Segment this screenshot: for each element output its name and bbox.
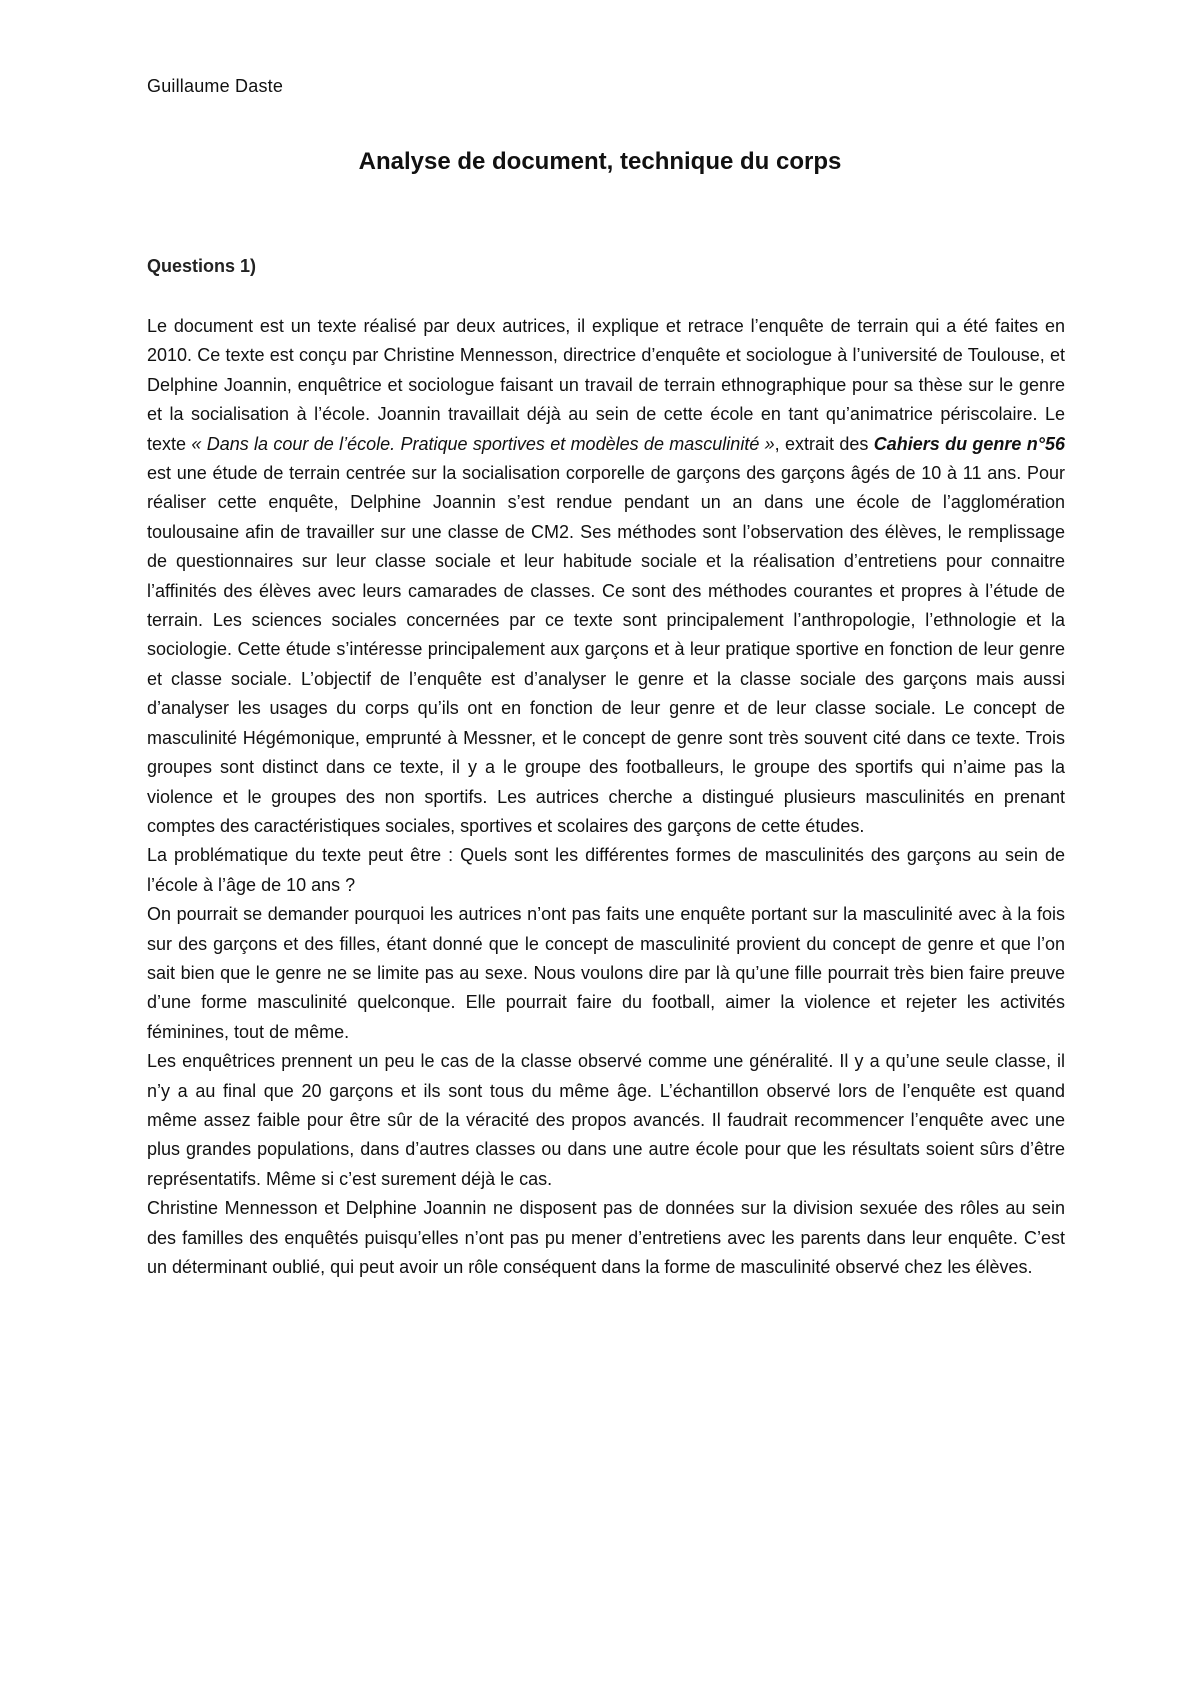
paragraph-5: Christine Mennesson et Delphine Joannin ne disposent pas de données sur la division sexuée des rôles au sein des familles des enquêtés puisqu’elles n’ont pas pu mener d’entretiens avec les parents dans leur enquête. C’est un déterminant oublié, qui peut avoir un rôle conséquent dans la forme de masculinité observé chez les élèves. xyxy=(147,1198,1065,1277)
section-heading: Questions 1) xyxy=(147,256,257,276)
body-text xyxy=(147,312,1065,1282)
paragraph-1-part-3: est une étude de terrain centrée sur la socialisation corporelle de garçons des garçons âgés de 10 à 11 ans. Pour réaliser cette enquête, Delphine Joannin s’est rendue pendant un an dans une école de l’agglomération toulousaine afin de travailler sur une classe de CM2. Ses méthodes sont l’observation des élèves, le remplissage de questionnaires sur leur classe sociale et leur habitude sociale et la réalisation d’entretiens pour connaitre l’affinités des élèves avec leurs camarades de classes. Ce sont des méthodes courantes et propres à l’étude de terrain. Les sciences sociales concernées par ce texte sont principalement l’anthropologie, l’ethnologie et la sociologie. Cette étude s’intéresse principalement aux garçons et à leur pratique sportive en fonction de leur genre et classe sociale. L’objectif de l’enquête est d’analyser le genre et la classe sociale des garçons mais aussi d’analyser les usages du corps qu’ils ont en fonction de leur genre et de leur classe sociale. Le concept de masculinité Hégémonique, emprunté à Messner, et le concept de genre sont très souvent cité dans ce texte. Trois groupes sont distinct dans ce texte, il y a le groupe des footballeurs, le groupe des sportifs qui n’aime pas la violence et le groupes des non sportifs. Les autrices cherche a distingué plusieurs masculinités en prenant comptes des caractéristiques sociales, sportives et scolaires des garçons de cette études. xyxy=(147,463,1065,836)
document-title: Analyse de document, technique du corps xyxy=(358,148,842,175)
paragraph-3: On pourrait se demander pourquoi les autrices n’ont pas faits une enquête portant sur la masculinité avec à la fois sur des garçons et des filles, étant donné que le concept de masculinité provient du concept de genre et que l’on sait bien que le genre ne se limite pas au sexe. Nous voulons dire par là qu’une fille pourrait très bien faire preuve d’une forme masculinité quelconque. Elle pourrait faire du football, aimer la violence et rejeter les activités féminines, tout de même. xyxy=(147,904,1065,1042)
paragraph-1-part-2: , extrait des xyxy=(774,433,874,454)
journal-title: Cahiers du genre n°56 xyxy=(873,433,1065,454)
paragraph-1-part-1: Le document est un texte réalisé par deux autrices, il explique et retrace l’enquête de terrain qui a été faites en 2010. Ce texte est conçu par Christine Mennesson, directrice d’enquête et sociologue à l’université de Toulouse, et Delphine Joannin, enquêtrice et sociologue faisant un travail de terrain ethnographique pour sa thèse sur le genre et la socialisation à l’école. Joannin travaillait déjà au sein de cette école en tant qu’animatrice périscolaire. Le texte xyxy=(147,316,1065,454)
paragraph-4: Les enquêtrices prennent un peu le cas de la classe observé comme une généralité. Il y a qu’une seule classe, il n’y a au final que 20 garçons et ils sont tous du même âge. L’échantillon observé lors de l’enquête est quand même assez faible pour être sûr de la véracité des propos avancés. Il faudrait recommencer l’enquête avec une plus grandes populations, dans d’autres classes ou dans une autre école pour que les résultats soient sûrs d’être représentatifs. Même si c’est surement déjà le cas. xyxy=(147,1051,1065,1189)
article-title: « Dans la cour de l’école. Pratique sportives et modèles de masculinité » xyxy=(191,433,775,454)
paragraph-1 xyxy=(147,312,1065,841)
paragraph-2: La problématique du texte peut être : Quels sont les différentes formes de masculinités des garçons au sein de l’école à l’âge de 10 ans ? xyxy=(147,845,1065,895)
author-name: Guillaume Daste xyxy=(147,76,284,96)
